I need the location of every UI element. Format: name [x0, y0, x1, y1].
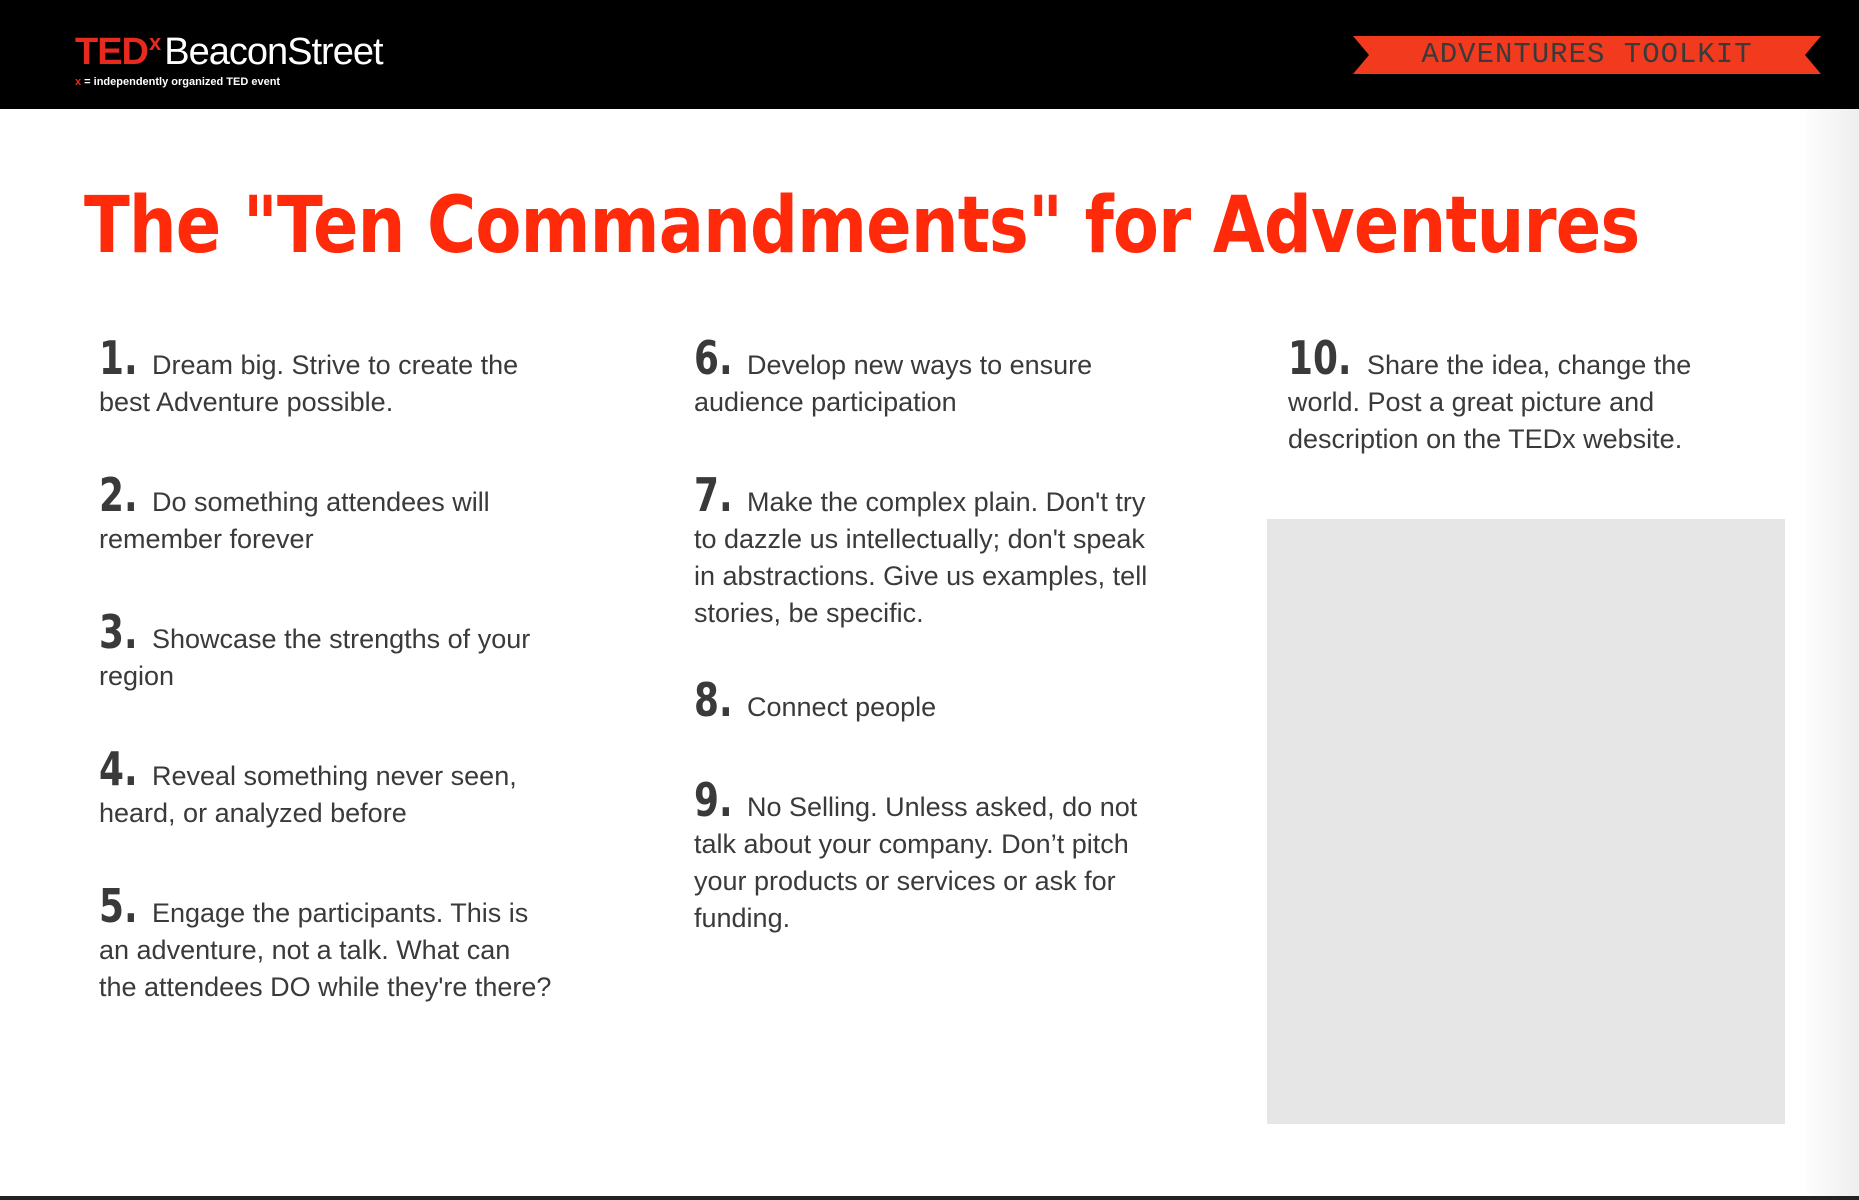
commandment-number: 6. [694, 331, 733, 385]
commandment-item-8 [694, 673, 1194, 727]
commandment-number: 9. [694, 773, 733, 827]
logo-wordmark [75, 30, 383, 74]
commandment-number: 3. [99, 605, 138, 659]
logo-tagline-x: x [75, 76, 82, 88]
logo-event-name: BeaconStreet [164, 31, 383, 73]
toolkit-ribbon [1353, 36, 1821, 74]
image-placeholder [1267, 519, 1785, 1124]
page-title: The "Ten Commandments" for Adventures [84, 181, 1640, 271]
commandment-number: 7. [694, 468, 733, 522]
commandment-item-5 [99, 879, 599, 1006]
header-bar [0, 0, 1859, 109]
commandment-item-10 [1288, 331, 1728, 458]
commandments-column-1 [99, 331, 599, 1006]
commandment-text: Dream big. Strive to create the best Adventure possible. [99, 350, 519, 417]
commandment-number: 5. [99, 879, 138, 933]
logo-tagline [75, 75, 383, 89]
commandment-item-9 [694, 773, 1194, 937]
commandment-item-4 [99, 742, 599, 832]
commandment-text: Reveal something never seen, heard, or analyzed before [99, 761, 517, 828]
commandment-item-2 [99, 468, 599, 558]
logo-x: x [149, 30, 162, 55]
logo-tagline-text: = independently organized TED event [81, 76, 281, 88]
tedx-logo[interactable] [75, 30, 383, 89]
commandment-number: 4. [99, 742, 138, 796]
commandment-number: 1. [99, 331, 138, 385]
commandments-column-2 [694, 331, 1194, 937]
commandment-item-3 [99, 605, 599, 695]
commandment-number: 2. [99, 468, 138, 522]
commandments-column-3 [1288, 331, 1728, 458]
logo-ted: TED [75, 31, 148, 73]
toolkit-label: ADVENTURES TOOLKIT [1421, 38, 1753, 71]
commandment-text: No Selling. Unless asked, do not talk about your company. Don’t pitch your products or services or ask for funding. [694, 792, 1138, 933]
commandment-text: Do something attendees will remember forever [99, 487, 490, 554]
bottom-rule [0, 1196, 1859, 1200]
page-edge-shadow [1799, 109, 1859, 1200]
commandment-item-1 [99, 331, 599, 421]
commandment-text: Engage the participants. This is an adventure, not a talk. What can the attendees DO while they're there? [99, 898, 552, 1002]
commandment-text: Showcase the strengths of your region [99, 624, 531, 691]
commandment-text: Share the idea, change the world. Post a great picture and description on the TEDx website. [1288, 350, 1692, 454]
commandment-text: Make the complex plain. Don't try to dazzle us intellectually; don't speak in abstractions. Give us examples, tell stories, be specific. [694, 487, 1148, 628]
commandment-text: Develop new ways to ensure audience participation [694, 350, 1093, 417]
commandment-item-6 [694, 331, 1194, 421]
commandment-number: 10. [1288, 331, 1352, 385]
commandment-item-7 [694, 468, 1194, 632]
commandment-text: Connect people [747, 692, 937, 722]
commandment-number: 8. [694, 673, 733, 727]
